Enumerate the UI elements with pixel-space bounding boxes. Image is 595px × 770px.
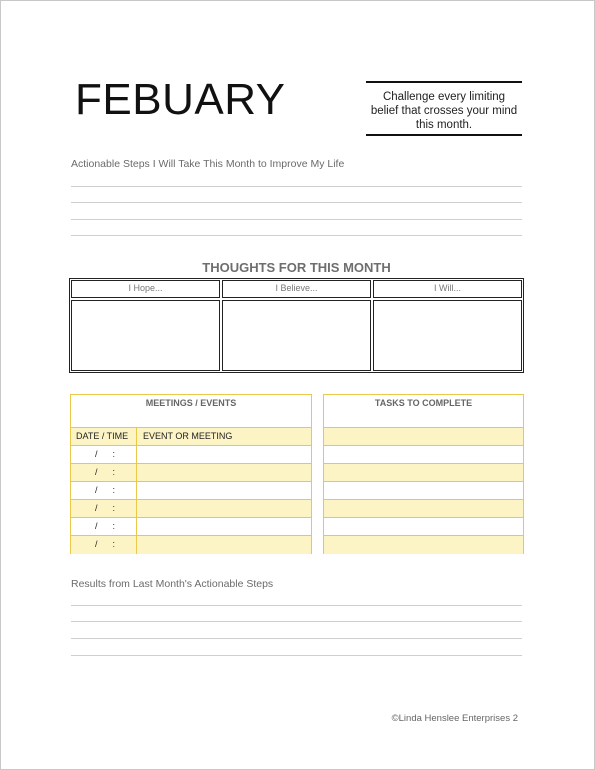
- meetings-header-row: [71, 428, 311, 446]
- date-time-cell[interactable]: / :: [71, 518, 137, 535]
- date-time-cell[interactable]: / :: [71, 536, 137, 554]
- event-cell[interactable]: [137, 500, 311, 517]
- event-cell[interactable]: [137, 536, 311, 554]
- will-field[interactable]: [373, 300, 522, 371]
- task-row[interactable]: [324, 482, 523, 500]
- writing-line[interactable]: [71, 638, 522, 639]
- writing-line[interactable]: [71, 235, 522, 236]
- thoughts-heading: THOUGHTS FOR THIS MONTH: [202, 260, 391, 275]
- date-time-cell[interactable]: / :: [71, 446, 137, 463]
- quote-line: belief that crosses your mind: [370, 105, 518, 117]
- writing-line[interactable]: [71, 655, 522, 656]
- quote-line: Challenge every limiting: [382, 91, 506, 103]
- writing-line[interactable]: [71, 186, 522, 187]
- thoughts-grid: [69, 278, 524, 373]
- month-title: FEBUARY: [75, 75, 286, 124]
- task-row[interactable]: [324, 536, 523, 554]
- task-row[interactable]: [324, 464, 523, 482]
- event-cell[interactable]: [137, 464, 311, 481]
- event-cell[interactable]: [137, 518, 311, 535]
- table-row[interactable]: [71, 446, 311, 464]
- date-time-header: DATE / TIME: [71, 428, 137, 445]
- event-cell[interactable]: [137, 482, 311, 499]
- task-row[interactable]: [324, 428, 523, 446]
- date-time-cell[interactable]: / :: [71, 500, 137, 517]
- writing-line[interactable]: [71, 605, 522, 606]
- tasks-title: TASKS TO COMPLETE: [324, 395, 523, 428]
- footer-copyright: ©Linda Henslee Enterprises 2: [391, 713, 518, 724]
- table-row[interactable]: [71, 464, 311, 482]
- table-row[interactable]: [71, 536, 311, 554]
- will-header: I Will...: [373, 280, 522, 298]
- believe-header: I Believe...: [222, 280, 371, 298]
- table-row[interactable]: [71, 500, 311, 518]
- quote-line: this month.: [415, 119, 473, 131]
- writing-line[interactable]: [71, 202, 522, 203]
- believe-field[interactable]: [222, 300, 371, 371]
- event-cell[interactable]: [137, 446, 311, 463]
- quote-box: [366, 81, 522, 136]
- task-row[interactable]: [324, 500, 523, 518]
- date-time-cell[interactable]: / :: [71, 464, 137, 481]
- task-row[interactable]: [324, 518, 523, 536]
- hope-header: I Hope...: [71, 280, 220, 298]
- table-row[interactable]: [71, 518, 311, 536]
- task-row[interactable]: [324, 446, 523, 464]
- meetings-table: [70, 394, 312, 554]
- event-header: EVENT OR MEETING: [143, 431, 233, 441]
- meetings-title: MEETINGS / EVENTS: [71, 395, 311, 428]
- writing-line[interactable]: [71, 621, 522, 622]
- actionable-steps-label: Actionable Steps I Will Take This Month to Improve My Life: [71, 158, 345, 170]
- writing-line[interactable]: [71, 219, 522, 220]
- tasks-table: [323, 394, 524, 554]
- results-label: Results from Last Month's Actionable Steps: [71, 578, 274, 590]
- hope-field[interactable]: [71, 300, 220, 371]
- date-time-cell[interactable]: / :: [71, 482, 137, 499]
- table-row[interactable]: [71, 482, 311, 500]
